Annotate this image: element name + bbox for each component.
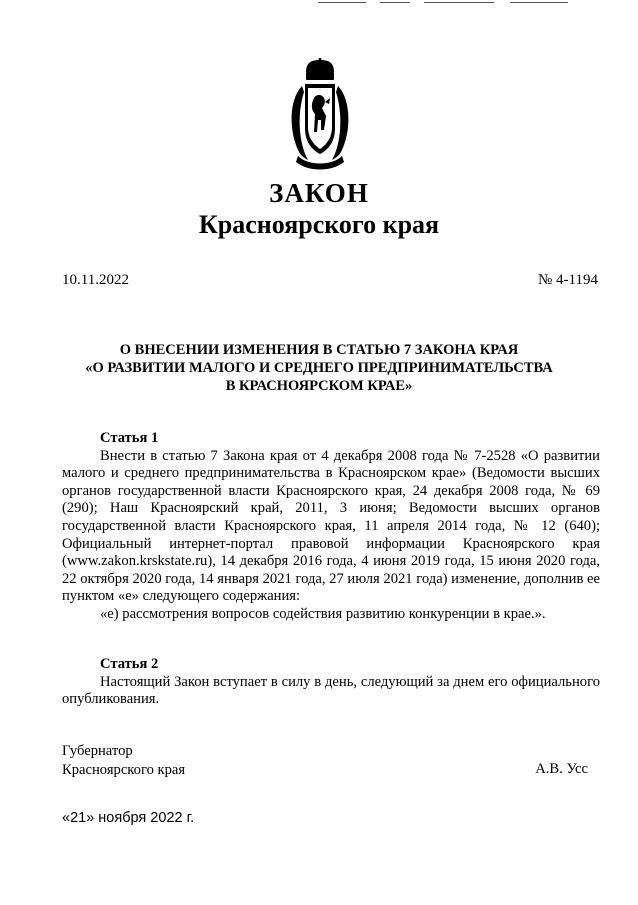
heading-line: «О РАЗВИТИИ МАЛОГО И СРЕДНЕГО ПРЕДПРИНИМАТЕЛЬСТВА	[85, 360, 553, 376]
article-1	[62, 430, 600, 624]
governor-line: Губернатор	[62, 743, 133, 759]
top-border-lines	[0, 0, 638, 6]
article-2	[62, 656, 600, 709]
article-1-title: Статья 1	[100, 430, 159, 446]
signed-date: «21» ноября 2022 г.	[62, 810, 195, 826]
crown-icon	[306, 58, 334, 80]
law-title: ЗАКОН	[269, 178, 369, 208]
governor-title	[62, 742, 185, 780]
heading-line: О ВНЕСЕНИИ ИЗМЕНЕНИЯ В СТАТЬЮ 7 ЗАКОНА КРАЯ	[119, 342, 519, 358]
law-number: № 4-1194	[538, 272, 598, 288]
article-2-title: Статья 2	[100, 656, 159, 672]
governor-line: Красноярского края	[62, 762, 186, 778]
ribbon	[296, 156, 344, 170]
article-1-paragraph: «е) рассмотрения вопросов содействия развитию конкуренции в крае.».	[100, 605, 546, 622]
law-heading	[0, 341, 638, 395]
governor-name: А.В. Усс	[535, 761, 588, 777]
article-2-paragraph: Настоящий Закон вступает в силу в день, следующий за днем его официального опубликования.	[62, 673, 600, 708]
heading-line: В КРАСНОЯРСКОМ КРАЕ»	[225, 378, 413, 394]
coat-of-arms-emblem	[290, 58, 350, 176]
law-date: 10.11.2022	[62, 272, 129, 288]
law-region: Красноярского края	[198, 210, 440, 239]
article-1-paragraph: Внести в статью 7 Закона края от 4 декабря 2008 года № 7-2528 «О развитии малого и среднего предпринимательства в Красноярском крае» (Ведомости высших органов государственной власти Красноярского края, 24 декабря 2008 года, № 69 (290); Наш Красноярский край, 2011, 3 июня; Ведомости высших органов государственной власти Красноярского края, 11 апреля 2014 года, № 12 (640); Официальный интернет-портал правовой информации Красноярского края (www.zakon.krskstate.ru), 14 декабря 2016 года, 4 июня 2019 года, 15 июня 2020 года, 22 октября 2020 года, 14 января 2021 года, 27 июля 2021 года) изменение, дополнив ее пунктом «е» следующего содержания:	[62, 447, 600, 605]
